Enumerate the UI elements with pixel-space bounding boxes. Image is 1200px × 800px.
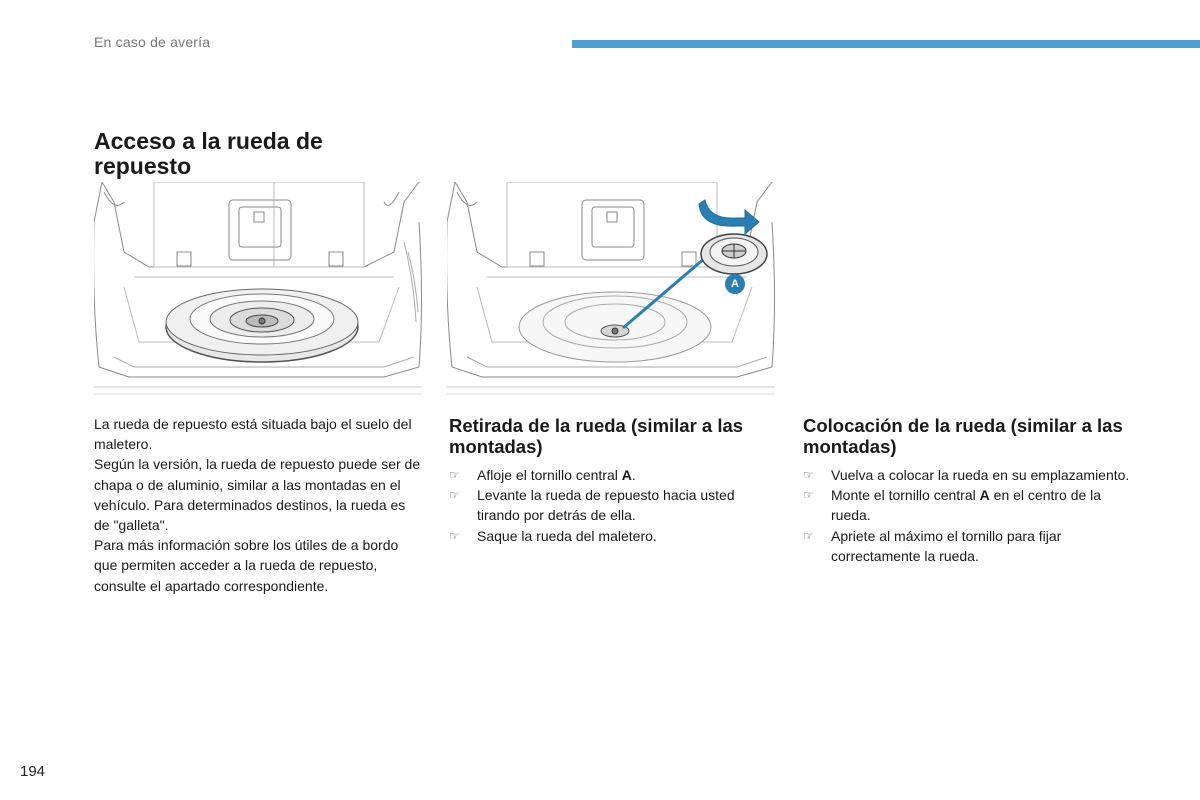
placement-step: ☞ Apriete al máximo el tornillo para fijar correctamente la rueda.: [803, 527, 1062, 564]
header-accent-bar: [572, 40, 1200, 48]
removal-step: ☞ Levante la rueda de repuesto hacia usted tirando por detrás de ella.: [449, 487, 735, 524]
placement-steps: [803, 465, 1133, 566]
intro-paragraph: Para más información sobre los útiles de a bordo que permiten acceder a la rueda de repuesto, consulte el apartado correspondiente.: [94, 537, 399, 594]
spare-wheel-trunk-illustration: [94, 182, 422, 400]
placement-title: Colocación de la rueda (similar a las montadas): [803, 415, 1123, 457]
removal-step: ☞ Saque la rueda del maletero.: [449, 526, 779, 546]
pointing-hand-icon: ☞: [803, 528, 814, 543]
intro-paragraph: La rueda de repuesto está situada bajo el suelo del maletero.: [94, 416, 412, 453]
removal-title: Retirada de la rueda (similar a las montadas): [449, 415, 744, 457]
removal-steps: [449, 465, 779, 546]
header-section-title: En caso de avería: [94, 34, 211, 50]
intro-paragraph: Según la versión, la rueda de repuesto puede ser de chapa o de aluminio, similar a las montadas en el vehículo. Para determinados destinos, la rueda es de "galleta".: [94, 456, 421, 534]
placement-section: [803, 415, 1133, 566]
removal-arrow-icon: [699, 200, 759, 234]
placement-step: ☞ Vuelva a colocar la rueda en su emplazamiento.: [803, 465, 1133, 485]
pointing-hand-icon: ☞: [803, 468, 814, 482]
intro-text: [94, 414, 424, 596]
removal-step: ☞ Afloje el tornillo central A.: [449, 465, 779, 485]
removal-section: [449, 415, 779, 546]
wheel-removal-illustration: [447, 182, 775, 400]
pointing-hand-icon: ☞: [803, 488, 814, 503]
pointing-hand-icon: ☞: [449, 528, 460, 543]
page-title: Acceso a la rueda de repuesto: [94, 128, 323, 179]
page-number: 194: [20, 763, 46, 780]
placement-step: ☞ Monte el tornillo central A en el centro de la rueda.: [803, 487, 1102, 524]
screw-callout-a: A: [725, 274, 745, 294]
pointing-hand-icon: ☞: [449, 468, 460, 482]
pointing-hand-icon: ☞: [449, 488, 460, 503]
